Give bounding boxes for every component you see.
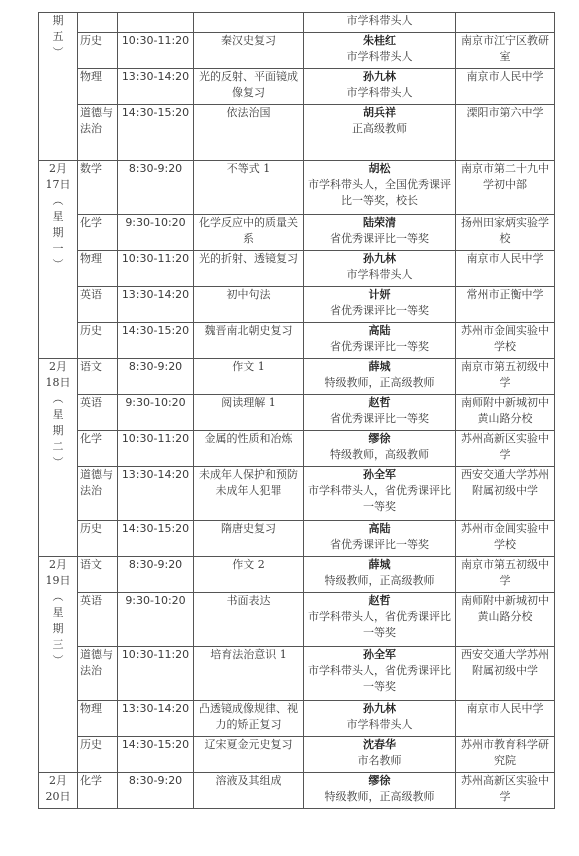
date-label: 期 五 ︶ [52,14,64,59]
date-cell [39,359,78,557]
teacher-name: 孙九林 [363,252,396,265]
subject-cell: 历史 [78,33,118,69]
teacher-title: 市学科带头人 [346,14,413,27]
teacher-cell [304,287,456,323]
school-cell: 苏州市金阊实验中学校 [456,323,555,359]
subject-cell: 英语 [78,395,118,431]
subject-cell: 历史 [78,323,118,359]
teacher-name: 计妍 [368,288,391,301]
table-row [39,647,555,701]
time-cell [118,13,194,33]
teacher-cell [304,701,456,737]
date-label: 2月 20日 [45,774,71,803]
teacher-name: 赵哲 [368,396,391,409]
topic-cell: 作文 1 [194,359,304,395]
school-cell: 南京市人民中学 [456,701,555,737]
school-cell: 西安交通大学苏州附属初级中学 [456,647,555,701]
school-cell: 南京市第五初级中学 [456,557,555,593]
school-cell: 常州市正衡中学 [456,287,555,323]
time-cell: 10:30-11:20 [118,431,194,467]
teacher-cell [304,251,456,287]
teacher-cell [304,69,456,105]
teacher-cell [304,467,456,521]
teacher-cell [304,773,456,809]
table-row [39,13,555,33]
school-cell: 南师附中新城初中黄山路分校 [456,395,555,431]
teacher-title: 省优秀课评比一等奖 [330,340,429,353]
subject-cell: 道德与法治 [78,647,118,701]
school-cell: 扬州田家炳实验学校 [456,215,555,251]
time-cell: 13:30-14:20 [118,701,194,737]
table-row [39,251,555,287]
teacher-title: 市学科带头人 [346,268,413,281]
teacher-title: 特级教师，正高级教师 [324,574,435,587]
date-cell [39,161,78,359]
teacher-title: 特级教师，高级教师 [330,448,429,461]
schedule-table [38,12,555,809]
time-cell: 10:30-11:20 [118,33,194,69]
table-row [39,323,555,359]
teacher-cell [304,593,456,647]
time-cell: 13:30-14:20 [118,287,194,323]
teacher-title: 特级教师，正高级教师 [324,376,435,389]
teacher-title: 省优秀课评比一等奖 [330,412,429,425]
time-cell: 13:30-14:20 [118,69,194,105]
teacher-title: 省优秀课评比一等奖 [330,538,429,551]
teacher-cell [304,161,456,215]
topic-cell: 化学反应中的质量关系 [194,215,304,251]
teacher-name: 孙全军 [363,468,396,481]
subject-cell: 道德与法治 [78,105,118,161]
schedule-document [38,12,555,809]
time-cell: 13:30-14:20 [118,467,194,521]
teacher-name: 胡兵祥 [363,106,396,119]
topic-cell: 书面表达 [194,593,304,647]
teacher-name: 沈春华 [363,738,396,751]
teacher-cell [304,737,456,773]
subject-cell: 化学 [78,215,118,251]
teacher-title: 市学科带头人，省优秀课评比一等奖 [308,664,451,693]
time-cell: 8:30-9:20 [118,359,194,395]
teacher-title: 正高级教师 [352,122,407,135]
table-row [39,287,555,323]
teacher-cell [304,395,456,431]
time-cell: 9:30-10:20 [118,215,194,251]
teacher-title: 省优秀课评比一等奖 [330,304,429,317]
teacher-cell [304,431,456,467]
teacher-name: 高陆 [368,324,391,337]
date-label: 2月 17日 ︵ 星 期 一 ︶ [45,162,71,271]
teacher-name: 孙九林 [363,702,396,715]
teacher-title: 特级教师，正高级教师 [324,790,435,803]
school-cell [456,13,555,33]
time-cell: 10:30-11:20 [118,251,194,287]
teacher-name: 朱桂红 [363,34,396,47]
table-row [39,161,555,215]
teacher-title: 市学科带头人 [346,50,413,63]
topic-cell: 隋唐史复习 [194,521,304,557]
table-row [39,105,555,161]
topic-cell: 培育法治意识 1 [194,647,304,701]
teacher-cell [304,359,456,395]
table-row [39,215,555,251]
time-cell: 9:30-10:20 [118,593,194,647]
table-row [39,33,555,69]
subject-cell: 物理 [78,251,118,287]
teacher-name: 孙九林 [363,70,396,83]
teacher-cell [304,215,456,251]
date-label: 2月 18日 ︵ 星 期 二 ︶ [45,360,71,469]
teacher-name: 缪徐 [368,432,391,445]
subject-cell: 道德与法治 [78,467,118,521]
table-row [39,467,555,521]
school-cell: 南京市第二十九中学初中部 [456,161,555,215]
time-cell: 8:30-9:20 [118,557,194,593]
school-cell: 溧阳市第六中学 [456,105,555,161]
teacher-title: 省优秀课评比一等奖 [330,232,429,245]
teacher-name: 孙全军 [363,648,396,661]
subject-cell: 化学 [78,431,118,467]
topic-cell: 光的折射、透镜复习 [194,251,304,287]
time-cell: 14:30-15:20 [118,737,194,773]
school-cell: 南京市江宁区教研室 [456,33,555,69]
topic-cell: 秦汉史复习 [194,33,304,69]
teacher-title: 市学科带头人，全国优秀课评比一等奖，校长 [308,178,451,207]
date-label: 2月 19日 ︵ 星 期 三 ︶ [45,558,71,667]
time-cell: 14:30-15:20 [118,521,194,557]
time-cell: 10:30-11:20 [118,647,194,701]
teacher-cell [304,521,456,557]
subject-cell: 化学 [78,773,118,809]
topic-cell: 金属的性质和冶炼 [194,431,304,467]
teacher-title: 市学科带头人，省优秀课评比一等奖 [308,484,451,513]
school-cell: 苏州高新区实验中学 [456,431,555,467]
school-cell: 南师附中新城初中黄山路分校 [456,593,555,647]
time-cell: 14:30-15:20 [118,323,194,359]
table-row [39,773,555,809]
subject-cell: 数学 [78,161,118,215]
time-cell: 8:30-9:20 [118,161,194,215]
school-cell: 西安交通大学苏州附属初级中学 [456,467,555,521]
time-cell: 8:30-9:20 [118,773,194,809]
teacher-name: 高陆 [368,522,391,535]
topic-cell: 溶液及其组成 [194,773,304,809]
table-row [39,431,555,467]
school-cell: 南京市第五初级中学 [456,359,555,395]
school-cell: 苏州高新区实验中学 [456,773,555,809]
table-row [39,521,555,557]
topic-cell: 初中句法 [194,287,304,323]
time-cell: 9:30-10:20 [118,395,194,431]
topic-cell: 依法治国 [194,105,304,161]
school-cell: 南京市人民中学 [456,251,555,287]
teacher-cell [304,33,456,69]
topic-cell [194,13,304,33]
teacher-cell [304,105,456,161]
teacher-title: 市学科带头人 [346,718,413,731]
teacher-cell [304,323,456,359]
table-row [39,359,555,395]
date-cell [39,557,78,773]
teacher-title: 市学科带头人 [346,86,413,99]
teacher-title: 市名教师 [357,754,402,767]
teacher-name: 薛城 [368,558,391,571]
subject-cell: 物理 [78,69,118,105]
topic-cell: 阅读理解 1 [194,395,304,431]
teacher-name: 薛城 [368,360,391,373]
subject-cell [78,13,118,33]
date-cell [39,773,78,809]
time-cell: 14:30-15:20 [118,105,194,161]
table-row [39,69,555,105]
date-cell [39,13,78,161]
teacher-cell [304,647,456,701]
subject-cell: 语文 [78,359,118,395]
teacher-name: 胡松 [368,162,391,175]
topic-cell: 凸透镜成像规律、视力的矫正复习 [194,701,304,737]
teacher-name: 缪徐 [368,774,391,787]
subject-cell: 物理 [78,701,118,737]
teacher-name: 陆荣清 [363,216,396,229]
school-cell: 苏州市教育科学研究院 [456,737,555,773]
table-row [39,395,555,431]
teacher-title: 市学科带头人，省优秀课评比一等奖 [308,610,451,639]
subject-cell: 英语 [78,287,118,323]
table-row [39,737,555,773]
teacher-cell [304,13,456,33]
topic-cell: 光的反射、平面镜成像复习 [194,69,304,105]
subject-cell: 历史 [78,737,118,773]
teacher-cell [304,557,456,593]
topic-cell: 未成年人保护和预防未成年人犯罪 [194,467,304,521]
table-row [39,701,555,737]
topic-cell: 辽宋夏金元史复习 [194,737,304,773]
school-cell: 南京市人民中学 [456,69,555,105]
school-cell: 苏州市金阊实验中学校 [456,521,555,557]
table-row [39,557,555,593]
topic-cell: 作文 2 [194,557,304,593]
subject-cell: 英语 [78,593,118,647]
subject-cell: 历史 [78,521,118,557]
topic-cell: 不等式 1 [194,161,304,215]
subject-cell: 语文 [78,557,118,593]
topic-cell: 魏晋南北朝史复习 [194,323,304,359]
teacher-name: 赵哲 [368,594,391,607]
table-row [39,593,555,647]
